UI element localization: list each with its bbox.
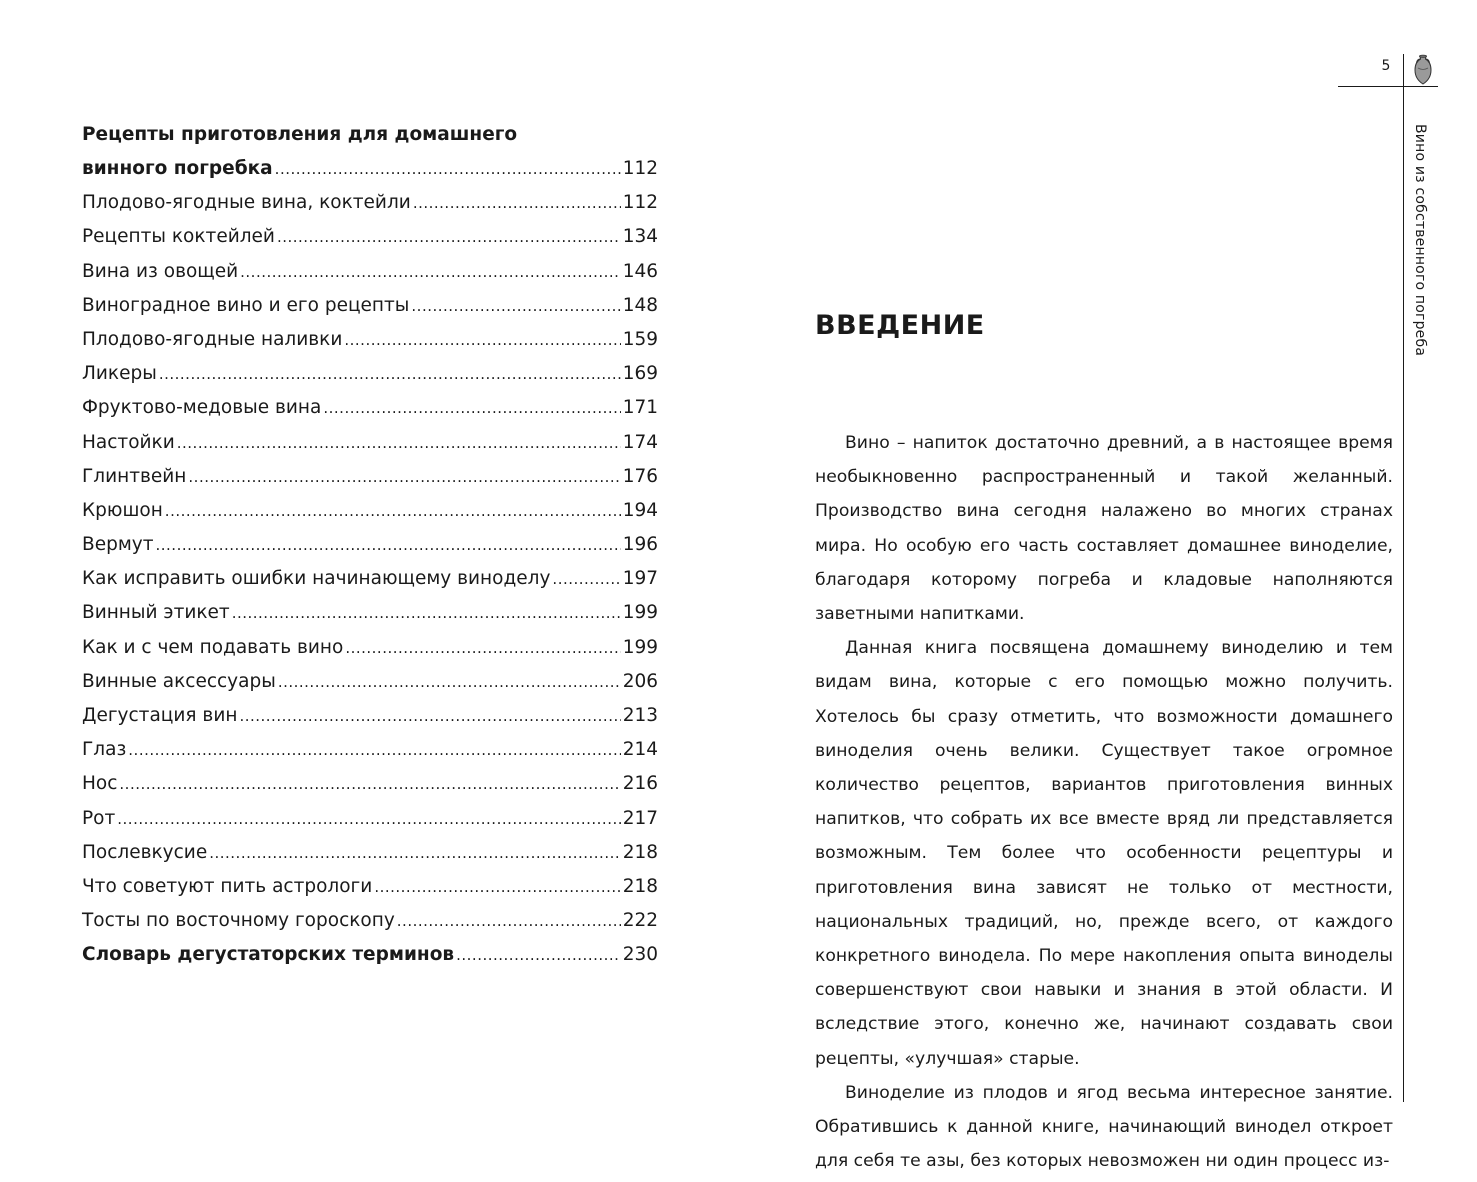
- toc-dot-leader: [411, 289, 620, 323]
- toc-entry-title: Винные аксессуары: [82, 670, 276, 692]
- toc-dot-leader: [275, 152, 621, 186]
- toc-entry-page: 159: [622, 328, 658, 350]
- toc-entry: [82, 699, 658, 733]
- toc-entry-title: Словарь дегустаторских терминов: [82, 944, 455, 966]
- toc-entry-page: 217: [622, 807, 658, 829]
- toc-dot-leader: [232, 596, 621, 630]
- toc-entry: [82, 426, 658, 460]
- toc-entry-page: 112: [622, 158, 658, 179]
- toc-entry-title: Как и с чем подавать вино: [82, 636, 344, 658]
- toc-entry: [82, 767, 658, 801]
- toc-entry: [82, 460, 658, 494]
- paragraph: Виноделие из плодов и ягод весьма интересное занятие. Обратившись к данной книге, начинающий винодел откроет для себя те азы, без которых невозможен ни один процесс из-: [815, 1082, 1393, 1172]
- toc-entry: [82, 904, 658, 938]
- toc-dot-leader: [277, 220, 621, 254]
- margin-vertical-rule: [1403, 54, 1404, 1102]
- toc-entry-page: 213: [622, 705, 658, 726]
- toc-dot-leader: [165, 494, 621, 528]
- toc-entry-page: 222: [622, 910, 658, 932]
- toc-entry: [82, 357, 658, 391]
- toc-entry: [82, 733, 658, 767]
- toc-entry-page: 112: [622, 192, 658, 214]
- toc-entry-title: Ликеры: [82, 363, 157, 385]
- toc-entry-page: 169: [622, 363, 658, 385]
- toc-dot-leader: [456, 938, 621, 972]
- toc-entry-page: 171: [622, 397, 658, 419]
- toc-section-heading: Рецепты приготовления для домашнего: [82, 124, 518, 145]
- toc-entry-page: 218: [622, 875, 658, 897]
- toc-entry-page: 199: [622, 636, 658, 658]
- toc-entry-page: 230: [622, 944, 658, 966]
- toc-entry: [82, 186, 658, 220]
- toc-dot-leader: [344, 323, 620, 357]
- body-text: [815, 426, 1393, 1178]
- toc-entry-title: Фруктово-медовые вина: [82, 397, 322, 419]
- toc-entry-page: 134: [622, 226, 658, 248]
- toc-entry-title: Винный этикет: [82, 602, 230, 624]
- toc-dot-leader: [156, 528, 621, 562]
- toc-entry-title: Как исправить ошибки начинающему виноделу: [82, 568, 551, 590]
- toc-entry: [82, 938, 658, 972]
- toc-dot-leader: [345, 631, 620, 665]
- toc-dot-leader: [552, 562, 620, 596]
- toc-entry-title: Глинтвейн: [82, 465, 187, 487]
- toc-entry-title: Глаз: [82, 739, 127, 761]
- toc-entry-page: 146: [622, 260, 658, 282]
- toc-entry: [82, 152, 658, 186]
- toc-dot-leader: [159, 357, 621, 391]
- paragraph: Вино – напиток достаточно древний, а в настоящее время необыкновенно распространенный и такой желанный. Производство вина сегодня налажено во многих странах мира. Но особую его часть составляет домашнее виноделие, благодаря которому погреба и кладовые наполняются заветными напитками.: [815, 433, 1393, 625]
- toc-entry-title: Рецепты коктейлей: [82, 226, 275, 248]
- toc-entry-page: 194: [622, 499, 658, 521]
- toc-dot-leader: [323, 391, 620, 425]
- toc-entry: [82, 220, 658, 254]
- toc-entry-title: винного погребка: [82, 158, 273, 179]
- toc-entry-title: Плодово-ягодные наливки: [82, 328, 343, 350]
- paragraph: Данная книга посвящена домашнему виноделию и тем видам вина, которые с его помощью можно получить. Хотелось бы сразу отметить, что возможности домашнего виноделия очень велики. Существует такое огромное количество рецептов, вариантов приготовления винных напитков, что собрать их все вместе вряд ли представляется возможным. Тем более что особенности рецептуры и приготовления вина зависят не только от местности, национальных традиций, но, прежде всего, от каждого конкретного винодела. По мере накопления опыта виноделы совершенствуют свои навыки и знания в этой области. И вследствие этого, конечно же, начинают создавать свои рецепты, «улучшая» старые.: [815, 638, 1393, 1069]
- toc-dot-leader: [374, 870, 620, 904]
- toc-entry: [82, 562, 658, 596]
- page-number: 5: [1381, 58, 1391, 74]
- toc-entry: [82, 255, 658, 289]
- toc-entry-page: 214: [622, 739, 658, 761]
- toc-entry-title: Настойки: [82, 431, 175, 453]
- toc-entry-title: Плодово-ягодные вина, коктейли: [82, 192, 411, 214]
- toc-entry-title: Вина из овощей: [82, 260, 239, 282]
- toc-entry-page: 206: [622, 670, 658, 692]
- toc-entry: [82, 836, 658, 870]
- toc-entry-title: Нос: [82, 773, 118, 795]
- toc-entry-title: Рот: [82, 807, 116, 829]
- toc-entry-title: Крюшон: [82, 499, 163, 521]
- toc-entry: [82, 289, 658, 323]
- toc-dot-leader: [397, 904, 621, 938]
- toc-dot-leader: [117, 802, 620, 836]
- toc-entry: [82, 665, 658, 699]
- toc-entry-page: 218: [622, 841, 658, 863]
- toc-entry-title: Тосты по восточному гороскопу: [82, 910, 395, 932]
- toc-entry-title: Виноградное вино и его рецепты: [82, 294, 410, 316]
- toc-entry-page: 199: [622, 602, 658, 624]
- toc-entry: [82, 802, 658, 836]
- toc-dot-leader: [209, 836, 620, 870]
- header-rule: [1338, 86, 1438, 87]
- amphora-icon: [1409, 54, 1437, 86]
- toc-entry-page: 196: [622, 534, 658, 556]
- toc-entry: [82, 870, 658, 904]
- toc-entry-title: Вермут: [82, 534, 154, 556]
- toc-entry-page: 197: [622, 568, 658, 590]
- table-of-contents: [82, 118, 658, 973]
- toc-dot-leader: [278, 665, 621, 699]
- toc-entry: [82, 494, 658, 528]
- toc-entry-title: Послевкусие: [82, 841, 208, 863]
- toc-dot-leader: [119, 767, 620, 801]
- toc-entry-title: Дегустация вин: [82, 705, 238, 726]
- chapter-title: ВВЕДЕНИЕ: [815, 310, 985, 341]
- toc-entry: [82, 323, 658, 357]
- running-head: Вино из собственного погреба: [1412, 124, 1428, 357]
- toc-dot-leader: [188, 460, 620, 494]
- toc-dot-leader: [128, 733, 620, 767]
- toc-entry-page: 148: [622, 294, 658, 316]
- toc-entry-page: 176: [622, 465, 658, 487]
- toc-entry: [82, 528, 658, 562]
- toc-entry-page: 174: [622, 431, 658, 453]
- toc-entries: [82, 152, 658, 973]
- toc-entry-page: 216: [622, 773, 658, 795]
- toc-dot-leader: [413, 186, 621, 220]
- toc-entry: [82, 391, 658, 425]
- toc-entry: [82, 631, 658, 665]
- toc-entry-title: Что советуют пить астрологи: [82, 875, 373, 897]
- toc-dot-leader: [239, 699, 620, 733]
- toc-dot-leader: [240, 255, 621, 289]
- toc-entry: [82, 596, 658, 630]
- toc-dot-leader: [177, 426, 621, 460]
